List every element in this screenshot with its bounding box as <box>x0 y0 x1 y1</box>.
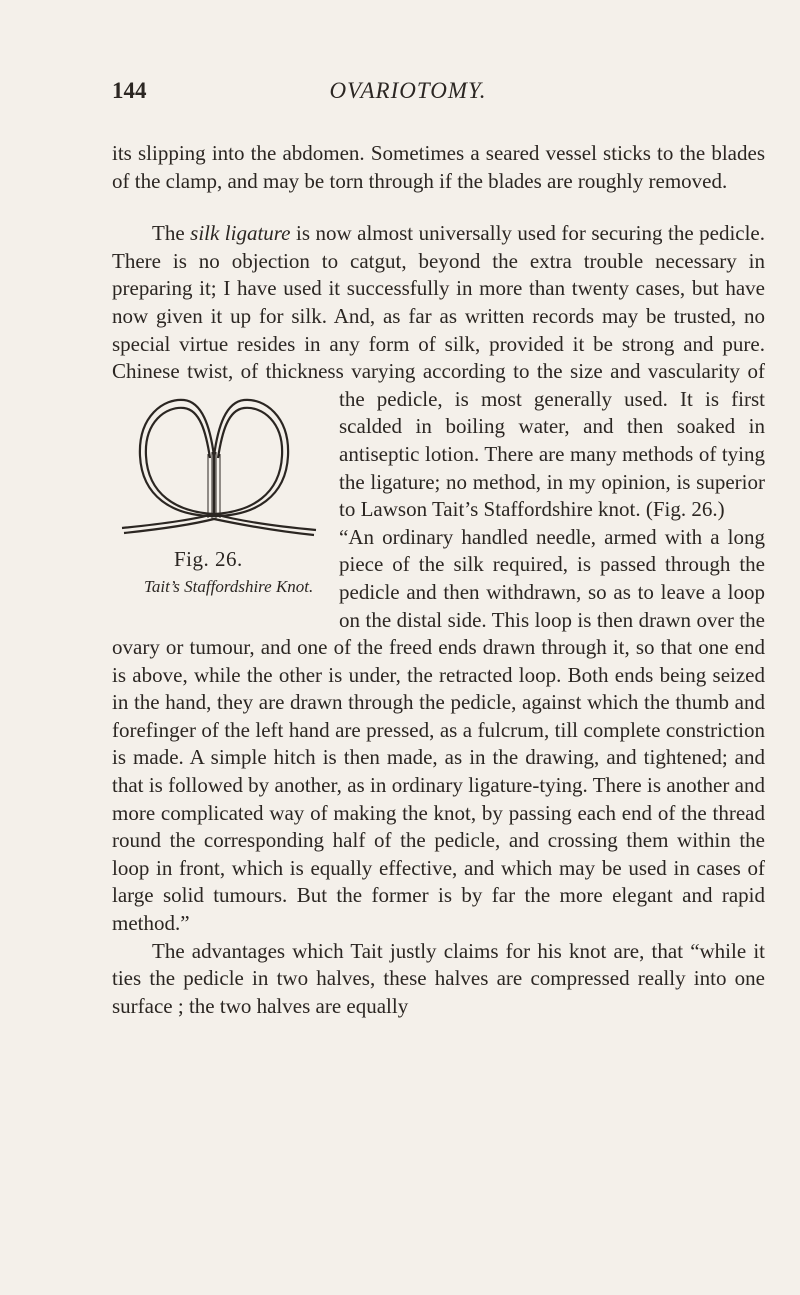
figure-label: Fig. 26. <box>174 546 243 571</box>
figure-26 <box>102 386 327 623</box>
paragraph-2-lead: The <box>152 221 191 246</box>
paragraph-2-body-part-b: scalded in boiling water, and then soaked in antiseptic lotion. There are many methods of tying the ligature; no method, in my opinion, is superior to Lawson Tait’s Staffordshire knot. (Fig. 26.) <box>339 414 765 522</box>
staffordshire-knot-illustration <box>102 386 327 546</box>
page-number: 144 <box>112 78 147 103</box>
knot-right-loop <box>214 400 288 516</box>
paragraph-1: its slipping into the abdomen. Sometimes a seared vessel sticks to the blades of the clamp, and may be torn through if the blades are roughly removed. <box>112 141 765 193</box>
figure-caption: Tait’s Staffordshire Knot. <box>144 576 314 596</box>
paragraph-2-body <box>112 221 765 596</box>
running-head: OVARIOTOMY. <box>329 78 487 103</box>
paragraph-4: The advantages which Tait justly claims for his knot are, that “while it ties the pedicle in two halves, these halves are compressed really into one surface ; the two halves are equally <box>112 938 765 1018</box>
knot-thread-ends <box>122 514 316 530</box>
paragraph-2-body-part-a: is now almost universally used for securing the pedicle. There is no objection to catgut, beyond the extra trouble necessary in preparing it; I have used it successfully in more than twenty cases, but have now given it up for silk. And, as far as written records may be trusted, no special virtue resides in any form of silk, provided it be strong and pure. Chinese twist, of thickness varying according to the size and vascularity of the pedicle, is most generally used. It is first <box>112 221 765 411</box>
paragraph-3-text: “An ordinary handled needle, armed with a long piece of the silk required, is passed through the pedicle and then withdrawn, so as to leave a loop on the distal side. This loop is then drawn over the ovary or tumour, and one of the freed ends drawn through it, so that one end is above, while the other is under, the retracted loop. Both ends being seized in the hand, they are drawn through the pedicle, against which the thumb and forefinger of the left hand are pressed, as a fulcrum, till complete constriction is made. A simple hitch is then made, as in the drawing, and tightened; and that is followed by another, as in ordinary ligature-tying. There is another and more complicated way of making the knot, by passing each end of the thread round the corresponding half of the pedicle, and crossing them within the loop in front, which is equally effective, and which may be used in cases of large solid tumours. But the former is by far the more elegant and rapid method.” <box>112 524 765 936</box>
paragraph-2 <box>112 220 765 596</box>
knot-left-loop <box>140 400 214 516</box>
page-header <box>112 78 744 110</box>
body-text <box>112 140 765 1020</box>
silk-ligature-term: silk ligature <box>190 221 291 246</box>
